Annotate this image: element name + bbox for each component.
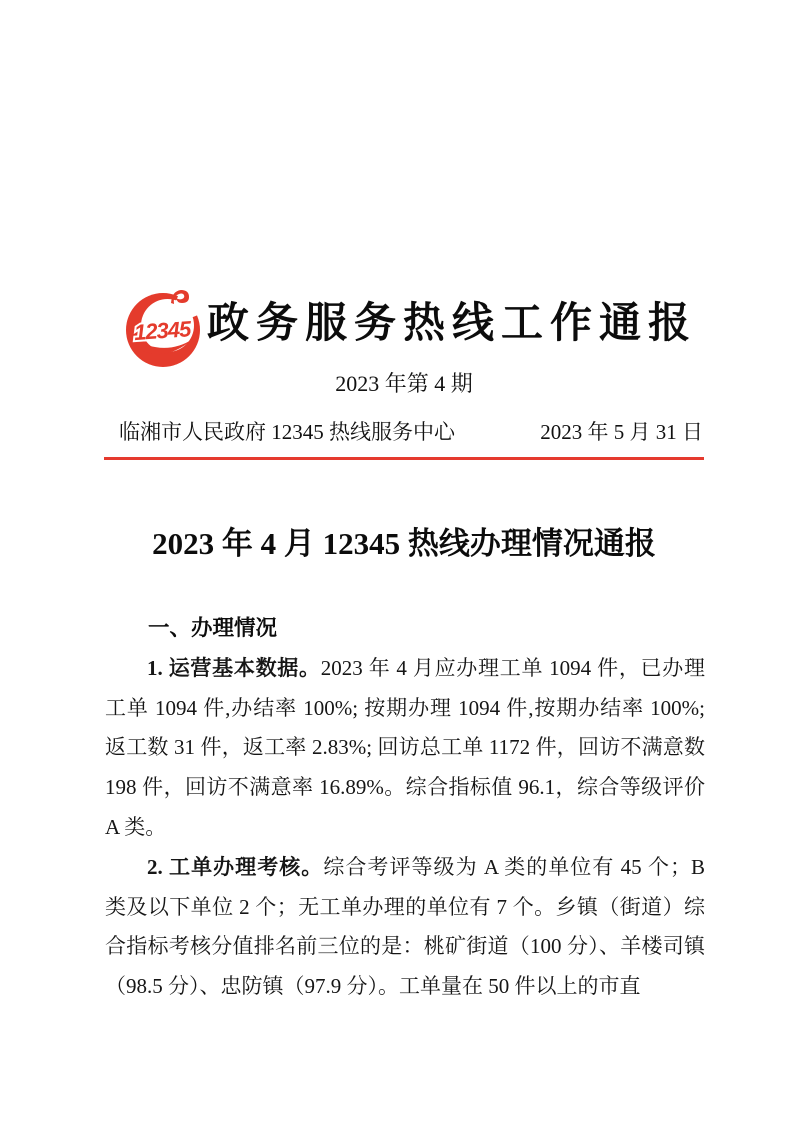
document-body <box>105 609 705 1007</box>
publish-date: 2023 年 5 月 31 日 <box>540 420 703 444</box>
hotline-12345-logo-icon <box>119 283 209 369</box>
masthead-meta-row <box>105 420 703 445</box>
paragraph-operating-data <box>105 649 705 848</box>
paragraph-text: 2023 年 4 月应办理工单 1094 件，已办理工单 1094 件,办结率 100%; 按期办理 1094 件,按期办结率 100%; 返工数 31 件，返工率 2.83%; 回访总工单 1172 件，回访不满意数 198 件，回访不满意率 16.89%。综合指标值 96.1，综合等级评价 A 类。 <box>105 655 705 839</box>
masthead-divider-rule <box>104 457 704 460</box>
logo-number: 12345 <box>133 316 192 346</box>
paragraph-text: 综合考评等级为 A 类的单位有 45 个；B 类及以下单位 2 个；无工单办理的单位有 7 个。乡镇（街道）综合指标考核分值排名前三位的是：桃矿街道（100 分）、羊楼司镇（98.5 分）、忠防镇（97.9 分）。工单量在 50 件以上的市直 <box>105 854 706 999</box>
document-title: 2023 年 4 月 12345 热线办理情况通报 <box>152 526 656 561</box>
masthead-title: 政务服务热线工作通报 <box>207 301 698 347</box>
issue-number: 2023 年第 4 期 <box>335 371 473 396</box>
paragraph-assessment <box>105 848 705 1007</box>
paragraph-lead: 1. 运营基本数据。 <box>147 655 321 680</box>
section-heading: 一、办理情况 <box>148 616 278 640</box>
paragraph-lead: 2. 工单办理考核。 <box>147 854 324 879</box>
organization-name: 临湘市人民政府 12345 热线服务中心 <box>119 420 455 444</box>
